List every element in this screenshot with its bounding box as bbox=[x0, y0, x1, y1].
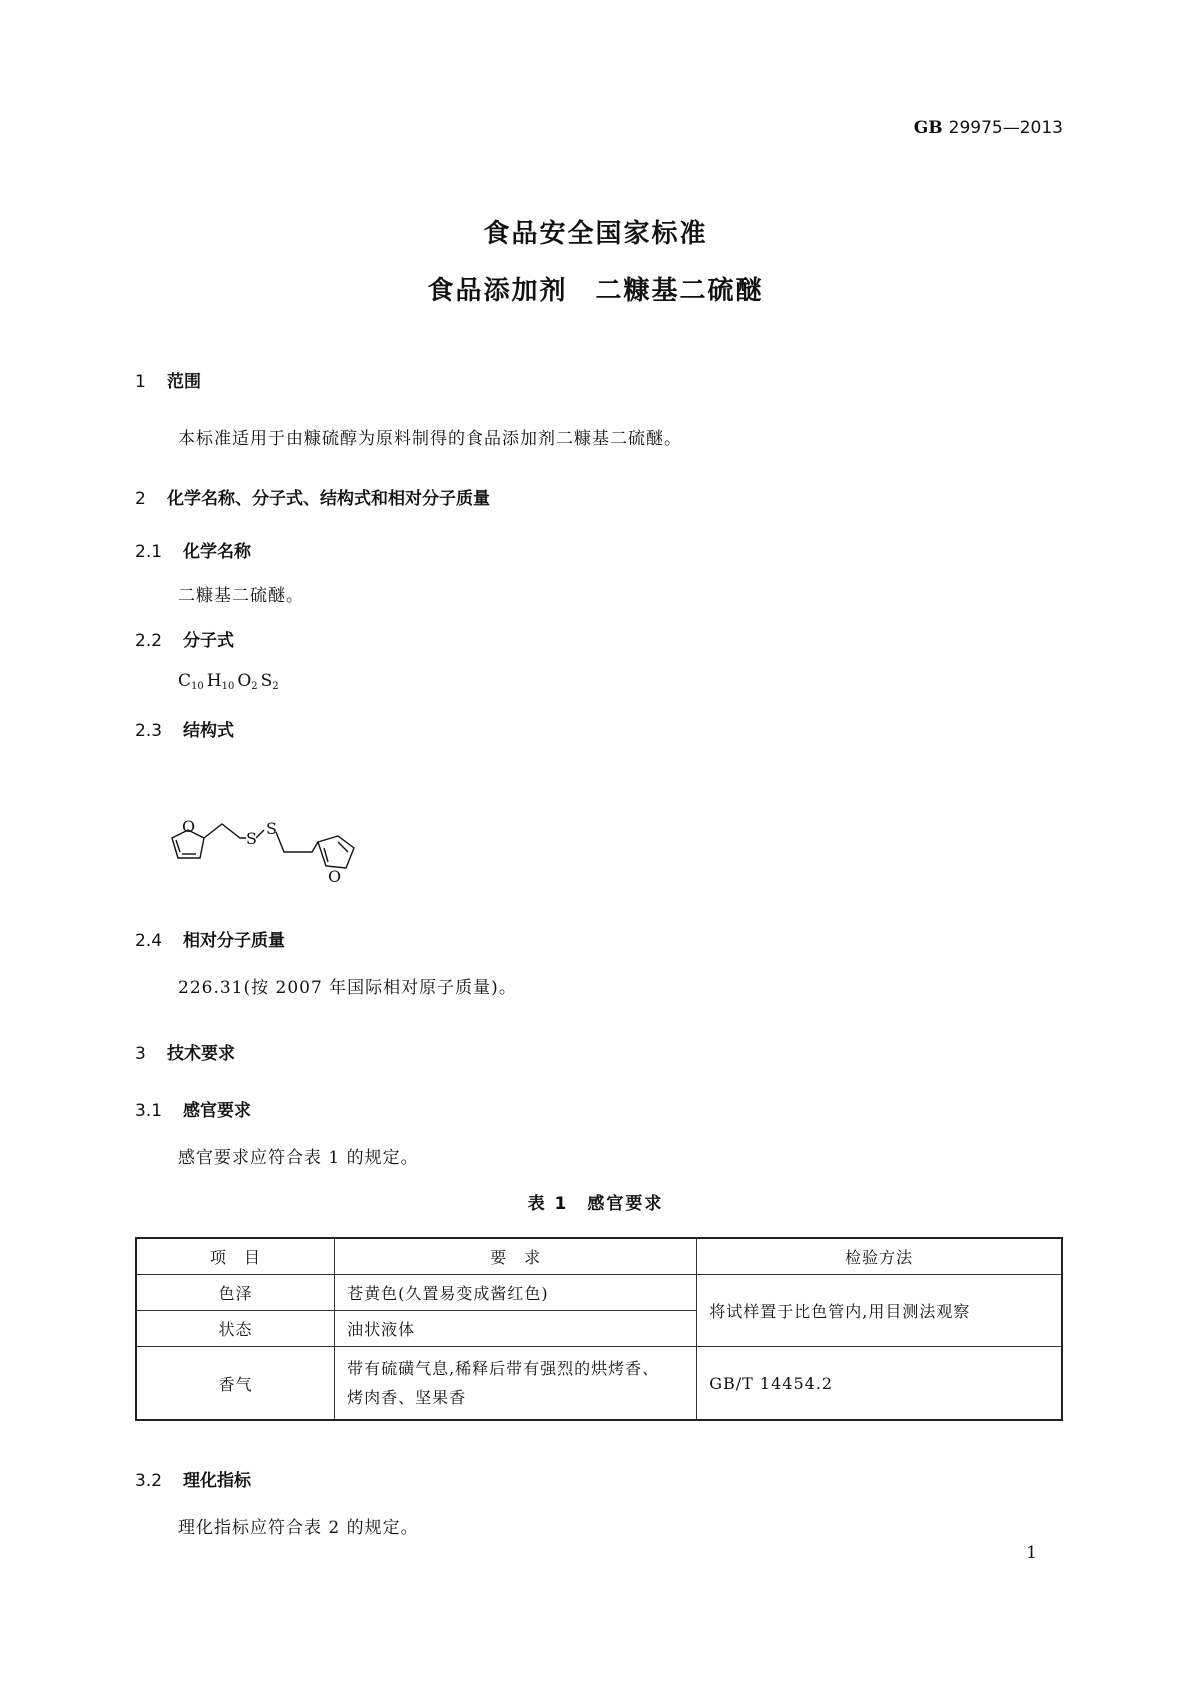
section-3-2-text: 理化指标应符合表 2 的规定。 bbox=[178, 1518, 419, 1538]
section-number: 2.1 bbox=[135, 542, 163, 562]
doc-number: 29975—2013 bbox=[948, 118, 1063, 138]
section-number: 2.4 bbox=[135, 931, 163, 951]
section-number: 3 bbox=[135, 1044, 146, 1064]
row-requirement: 苍黄色(久置易变成酱红色) bbox=[335, 1275, 697, 1311]
section-2-4-text: 226.31(按 2007 年国际相对原子质量)。 bbox=[178, 978, 517, 998]
page-number: 1 bbox=[1026, 1543, 1037, 1563]
section-title: 感官要求 bbox=[183, 1101, 251, 1121]
section-title: 理化指标 bbox=[183, 1471, 251, 1491]
sub-title: 食品添加剂 二糠基二硫醚 bbox=[427, 276, 764, 306]
section-title: 分子式 bbox=[183, 631, 234, 651]
table-1-caption: 表 1 感官要求 bbox=[527, 1194, 664, 1214]
main-title: 食品安全国家标准 bbox=[483, 219, 708, 249]
header-item: 项 目 bbox=[136, 1238, 335, 1275]
section-3-1-text: 感官要求应符合表 1 的规定。 bbox=[178, 1148, 419, 1168]
section-2-1-text: 二糠基二硫醚。 bbox=[178, 586, 304, 606]
atom-o-right: O bbox=[328, 867, 342, 886]
section-number: 1 bbox=[135, 372, 146, 392]
section-2-3-heading bbox=[135, 716, 234, 741]
section-2-1-heading bbox=[135, 537, 251, 562]
document-number bbox=[914, 118, 1063, 138]
section-1-heading bbox=[135, 367, 201, 392]
section-title: 相对分子质量 bbox=[183, 931, 285, 951]
requirement-line: 烤肉香、坚果香 bbox=[347, 1388, 467, 1407]
section-number: 2.2 bbox=[135, 631, 163, 651]
section-2-2-heading bbox=[135, 626, 234, 651]
table-row bbox=[136, 1347, 1062, 1421]
requirement-line: 带有硫磺气息,稀释后带有强烈的烘烤香、 bbox=[347, 1359, 660, 1378]
section-2-heading bbox=[135, 484, 490, 509]
header-method: 检验方法 bbox=[697, 1238, 1062, 1275]
row-requirement bbox=[335, 1347, 697, 1421]
molecular-formula: $C_{10}$ $H_{10}$ $O_2$ $S_2$ bbox=[178, 671, 279, 692]
section-title: 技术要求 bbox=[167, 1044, 235, 1064]
section-3-1-heading bbox=[135, 1096, 251, 1121]
table-header-row bbox=[136, 1238, 1062, 1275]
section-number: 2 bbox=[135, 489, 146, 509]
row-method: 将试样置于比色管内,用目测法观察 bbox=[697, 1275, 1062, 1347]
row-item: 状态 bbox=[136, 1311, 335, 1347]
section-3-heading bbox=[135, 1039, 235, 1064]
atom-o-left: O bbox=[182, 820, 196, 836]
structural-formula bbox=[170, 820, 390, 900]
section-number: 3.1 bbox=[135, 1101, 163, 1121]
row-method: GB/T 14454.2 bbox=[697, 1347, 1062, 1421]
section-title: 结构式 bbox=[183, 721, 234, 741]
sensory-requirements-table bbox=[135, 1237, 1063, 1421]
section-number: 3.2 bbox=[135, 1471, 163, 1491]
row-item: 色泽 bbox=[136, 1275, 335, 1311]
section-number: 2.3 bbox=[135, 721, 163, 741]
section-title: 化学名称 bbox=[183, 542, 251, 562]
section-3-2-heading bbox=[135, 1466, 251, 1491]
section-2-4-heading bbox=[135, 926, 285, 951]
row-item: 香气 bbox=[136, 1347, 335, 1421]
row-requirement: 油状液体 bbox=[335, 1311, 697, 1347]
section-1-text: 本标准适用于由糠硫醇为原料制得的食品添加剂二糠基二硫醚。 bbox=[178, 429, 682, 449]
section-title: 范围 bbox=[167, 372, 201, 392]
doc-prefix: GB bbox=[913, 118, 943, 138]
atom-s-2: S bbox=[266, 820, 277, 838]
table-row bbox=[136, 1275, 1062, 1311]
header-requirement: 要 求 bbox=[335, 1238, 697, 1275]
section-title: 化学名称、分子式、结构式和相对分子质量 bbox=[167, 489, 490, 509]
atom-s-1: S bbox=[246, 829, 257, 848]
